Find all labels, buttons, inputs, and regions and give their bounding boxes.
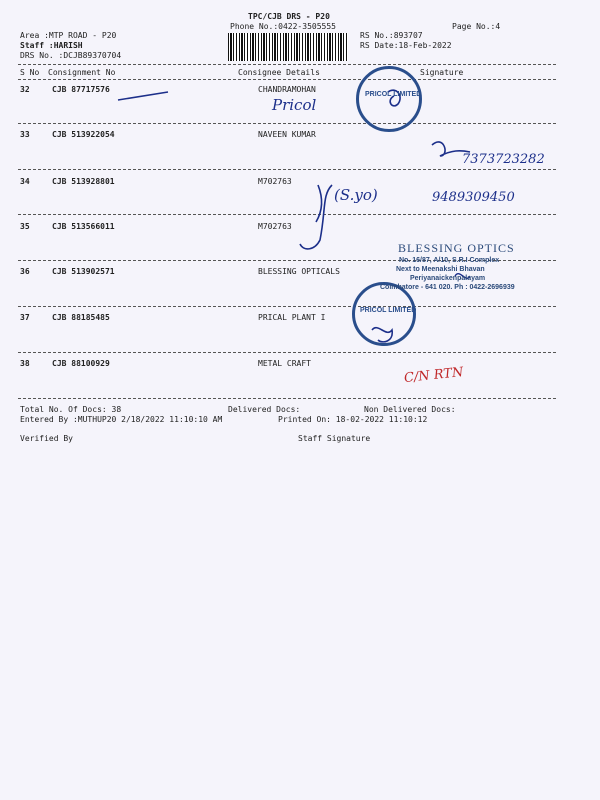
page-number: Page No.:4 (452, 22, 501, 31)
optics-stamp-line: Periyanaickenpalayam (410, 275, 486, 282)
drs-number: DRS No. :DCJB89370704 (20, 51, 122, 60)
rs-date: RS Date:18-Feb-2022 (360, 41, 452, 50)
handwritten-phone-2: 9489309450 (432, 190, 515, 205)
delivered-docs: Delivered Docs: (228, 405, 301, 414)
staff-signature: Staff Signature (298, 434, 371, 443)
row-consignee: M702763 (258, 222, 292, 231)
optics-stamp-line: No. 16/87, A/10, S.R.I Complex (399, 257, 500, 264)
optics-stamp-name: BLESSING OPTICS (398, 241, 515, 255)
area-label: Area :MTP ROAD - P20 (20, 31, 117, 40)
stamp-text: PRICOL LIMITED (365, 91, 422, 98)
row-sno: 32 (20, 85, 30, 94)
row-consignment: CJB 87717576 (52, 85, 110, 94)
stamp-text: PRICOL LIMITED (360, 307, 417, 314)
row-consignment: CJB 513902571 (52, 267, 115, 276)
column-header-consignee: Consignee Details (238, 68, 320, 77)
handwritten-note: (S.yo) (334, 186, 378, 204)
staff-label: Staff :HARISH (20, 41, 83, 50)
row-consignee: BLESSING OPTICALS (258, 267, 340, 276)
row-consignee: NAVEEN KUMAR (258, 130, 316, 139)
column-header-consignment: Consignment No (48, 68, 116, 77)
row-sno: 36 (20, 267, 30, 276)
row-sno: 38 (20, 359, 30, 368)
column-header-sno: S No (20, 68, 40, 77)
row-consignee: METAL CRAFT (258, 359, 311, 368)
pen-stroke (118, 92, 168, 100)
company-stamp (352, 282, 416, 346)
row-consignment: CJB 513928801 (52, 177, 115, 186)
handwritten-phone-1: 7373723282 (462, 152, 545, 167)
brace-stroke (300, 185, 332, 249)
optics-stamp-line: Next to Meenakshi Bhavan (396, 266, 485, 273)
row-sno: 34 (20, 177, 30, 186)
row-sno: 37 (20, 313, 30, 322)
handwritten-pricol: Pricol (272, 96, 317, 114)
row-sno: 35 (20, 222, 30, 231)
column-header-signature: Signature (420, 68, 464, 77)
phone-number: Phone No.:0422-3505555 (230, 22, 336, 31)
total-docs: Total No. Of Docs: 38 (20, 405, 122, 414)
optics-stamp-line: Coimbatore - 641 020. Ph : 0422-2696939 (380, 284, 515, 291)
row-consignee: PRICAL PLANT I (258, 313, 326, 322)
verified-by: Verified By (20, 434, 73, 443)
row-consignment: CJB 88100929 (52, 359, 110, 368)
brace-stroke (316, 185, 322, 222)
document-title: TPC/CJB DRS - P20 (248, 12, 330, 21)
row-consignment: CJB 513566011 (52, 222, 115, 231)
rs-number: RS No.:893707 (360, 31, 423, 40)
handwritten-cn-rtn: C/N RTN (403, 364, 465, 387)
row-consignee: M702763 (258, 177, 292, 186)
entered-by: Entered By :MUTHUP20 2/18/2022 11:10:10 AM (20, 415, 223, 424)
row-consignment: CJB 88185485 (52, 313, 110, 322)
printed-on: Printed On: 18-02-2022 11:10:12 (278, 415, 428, 424)
company-stamp (356, 66, 422, 132)
non-delivered-docs: Non Delivered Docs: (364, 405, 456, 414)
row-consignee: CHANDRAMOHAN (258, 85, 316, 94)
row-consignment: CJB 513922054 (52, 130, 115, 139)
row-sno: 33 (20, 130, 30, 139)
